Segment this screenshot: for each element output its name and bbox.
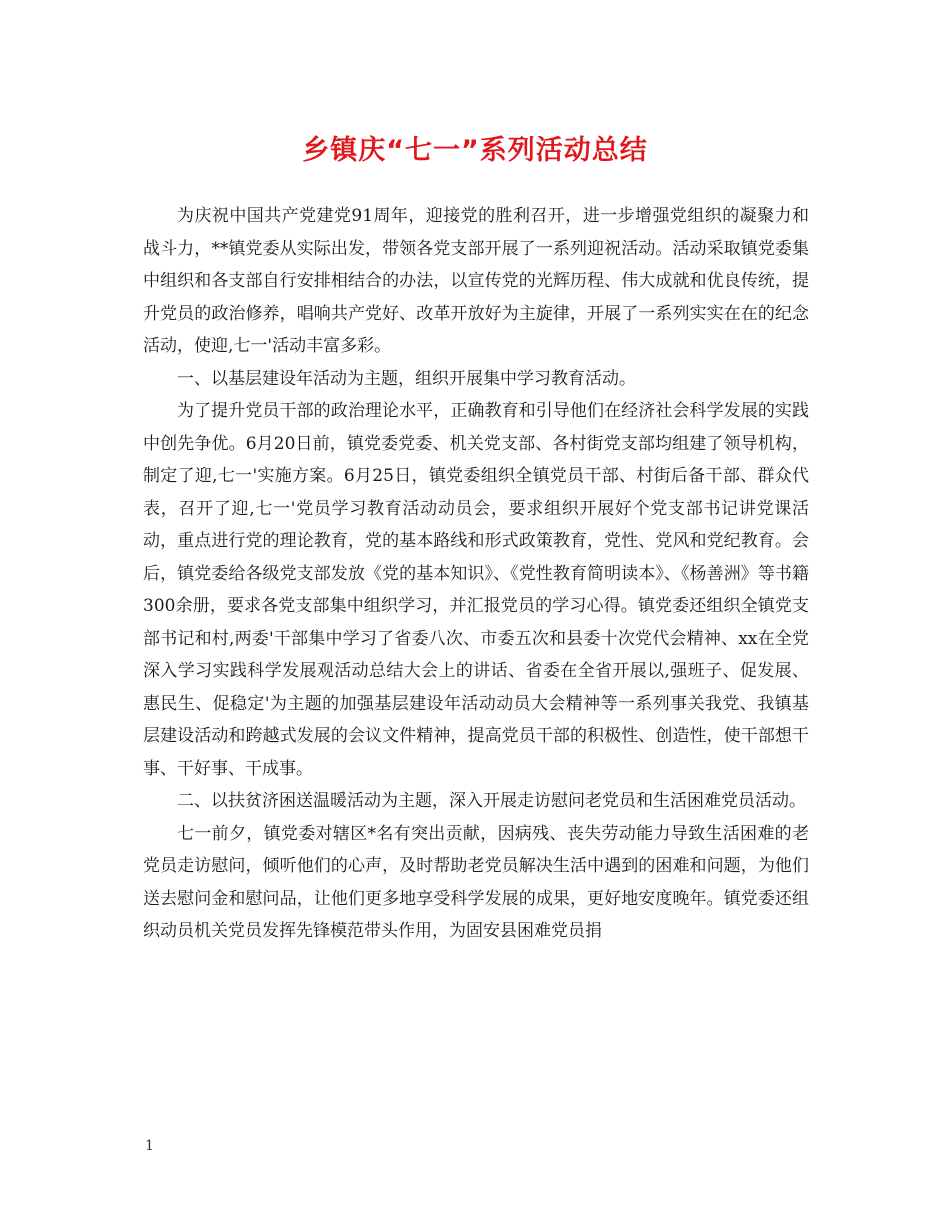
paragraph-section-2: 七一前夕，镇党委对辖区*名有突出贡献，因病残、丧失劳动能力导致生活困难的老党员走访慰问，倾听他们的心声，及时帮助老党员解决生活中遇到的困难和问题，为他们送去慰问金和慰问品，让他们更多地享受科学发展的成果，更好地安度晚年。镇党委还组织动员机关党员发挥先锋模范带头作用，为固安县困难党员捐 — [143, 823, 809, 941]
paragraph-intro: 为庆祝中国共产党建党91周年，迎接党的胜利召开，进一步增强党组织的凝聚力和战斗力，**镇党委从实际出发，带领各党支部开展了一系列迎祝活动。活动采取镇党委集中组织和各支部自行安排相结合的办法，以宣传党的光辉历程、伟大成就和优良传统，提升党员的政治修养，唱响共产党好、改革开放好为主旋律，开展了一系列实实在在的纪念活动，使迎,七一'活动丰富多彩。 — [143, 206, 809, 356]
page-number: 1 — [145, 1138, 154, 1154]
paragraph-section-1: 为了提升党员干部的政治理论水平，正确教育和引导他们在经济社会科学发展的实践中创先争优。6月20日前，镇党委党委、机关党支部、各村街党支部均组建了领导机构，制定了迎,七一'实施方案。6月25日，镇党委组织全镇党员干部、村街后备干部、群众代表，召开了迎,七一'党员学习教育活动动员会，要求组织开展好个党支部书记讲党课活动，重点进行党的理论教育，党的基本路线和形式政策教育，党性、党风和党纪教育。会后，镇党委给各级党支部发放《党的基本知识》、《党性教育简明读本》、《杨善洲》等书籍300余册，要求各党支部集中组织学习，并汇报党员的学习心得。镇党委还组织全镇党支部书记和村,两委'干部集中学习了省委八次、市委五次和县委十次党代会精神、xx在全党深入学习实践科学发展观活动总结大会上的讲话、省委在全省开展以,强班子、促发展、惠民生、促稳定'为主题的加强基层建设年活动动员大会精神等一系列事关我党、我镇基层建设活动和跨越式发展的会议文件精神，提高党员干部的积极性、创造性，使干部想干事、干好事、干成事。 — [143, 401, 809, 779]
section-heading-2: 二、以扶贫济困送温暖活动为主题，深入开展走访慰问老党员和生活困难党员活动。 — [177, 791, 806, 811]
section-heading-1: 一、以基层建设年活动为主题，组织开展集中学习教育活动。 — [177, 368, 636, 389]
document-title: 乡镇庆“七一”系列活动总结 — [302, 135, 648, 166]
document-body — [143, 200, 809, 948]
